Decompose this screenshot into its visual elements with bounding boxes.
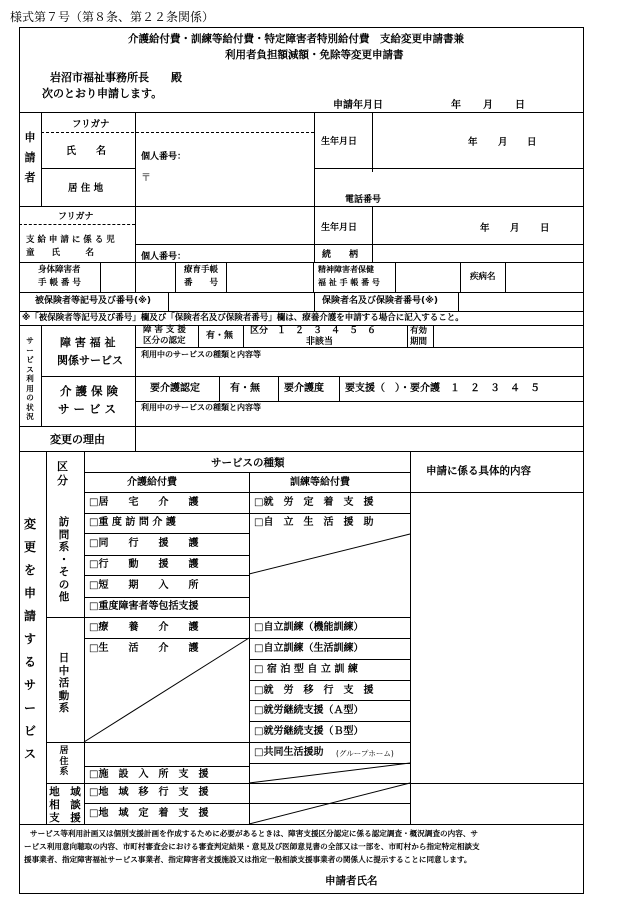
child-relation-label: 続 柄 [322,250,359,260]
change-reason-label: 変更の理由 [50,433,105,446]
child-birth-year: 年 [480,223,490,234]
title-line-1: 介護給付費・訓練等給付費・特定障害者特別給付費 支給変更申請書兼 [128,33,464,45]
child-label-line2: 童 氏 名 [26,248,95,258]
checkbox-community-settlement[interactable]: □地 域 定 着 支 援 [89,808,209,819]
child-personal-number-label: 個人番号： [141,252,187,262]
checkbox-employment-continuation-a[interactable]: □就労継続支援（Ａ型） [254,705,364,716]
child-label-line1: 支 給 申 請 に 係 る 児 [26,235,115,245]
checkbox-life-training[interactable]: □自立訓練（生活訓練） [254,643,364,654]
application-date-year: 年 [451,100,461,111]
checkbox-functional-training[interactable]: □自立訓練（機能訓練） [254,622,364,633]
service-kind-header: サービスの種類 [211,457,285,469]
welfare-service-line2: 関係サービス [57,354,123,367]
daytime-category-label: 日 中 活 動 系 [58,652,70,714]
physical-handbook-line2: 手 帳 番 号 [38,278,81,288]
checkbox-community-transition[interactable]: □地 域 移 行 支 援 [89,787,209,798]
checkbox-employment-retention[interactable]: □就 労 定 着 支 援 [254,497,374,508]
care-in-use-note: 利用中のサービスの種類と内容等 [141,403,261,412]
applicant-birth-day: 日 [527,137,537,148]
checkbox-employment-continuation-b[interactable]: □就労継続支援（Ｂ型） [254,726,364,737]
applicant-furigana-label: フリガナ [72,119,110,130]
valid-period-line2: 期間 [410,337,428,347]
checkbox-accompanying-support[interactable]: □同 行 援 護 [89,538,199,549]
group-home-note: (グループホーム) [336,749,394,758]
visiting-category-label: 訪 問 系 ・ そ の 他 [58,516,70,603]
care-insurance-line1: 介 護 保 険 [60,384,119,398]
disease-label: 疾病名 [470,272,496,282]
title-line-2: 利用者負担額減額・免除等変更申請書 [225,49,404,61]
applicant-address-label: 居 住 地 [68,183,104,194]
support-level-line1: 障 害 支 援 [143,325,186,335]
application-date-day: 日 [515,100,525,111]
checkbox-severe-visiting-care[interactable]: □重 度 訪 問 介 護 [89,517,176,528]
support-level-line2: 区分の認定 [143,336,186,346]
applicant-birth-label: 生年月日 [321,137,358,147]
applicant-name-label: 氏 名 [66,146,106,157]
residential-category-label: 居 住 系 [59,746,69,777]
checkbox-facility-admission[interactable]: □施 設 入 所 支 援 [89,769,209,780]
form-number: 様式第７号（第８条、第２２条関係） [10,10,215,24]
applicant-birth-year: 年 [468,137,478,148]
care-levels: 要支援（ ）・要介護 １ ２ ３ ４ ５ [345,383,540,394]
group-home-label: □共同生活援助 [254,747,324,758]
applicant-phone-label: 電話番号 [345,195,382,205]
ryoiku-handbook-line1: 療育手帳 [184,265,219,275]
change-service-side-label: 変 更 を 申 請 す る サ ー ビ ス [23,517,36,761]
applicant-postal-mark: 〒 [141,173,151,184]
ryoiku-handbook-line2: 番 号 [184,278,219,288]
care-certification-label: 要介護認定 [150,383,200,394]
checkbox-comprehensive-support[interactable]: □重度障害者等包括支援 [89,601,199,612]
care-benefit-header: 介護給付費 [127,477,177,488]
checkbox-home-care[interactable]: □居 宅 介 護 [89,497,199,508]
application-date-month: 月 [483,100,493,111]
application-date-label: 申請年月日 [333,100,383,111]
child-birth-day: 日 [540,223,550,234]
checkbox-short-stay[interactable]: □短 期 入 所 [89,580,199,591]
mental-handbook-line1: 精神障害者保健 [318,265,374,274]
welfare-in-use-note: 利用中のサービスの種類と内容等 [141,350,261,359]
mental-handbook-line2: 福 祉 手 帳 番 号 [318,278,380,287]
checkbox-independent-living-assist[interactable]: □自 立 生 活 援 助 [254,517,374,528]
applicant-personal-number-label: 個人番号： [141,152,187,162]
care-certification-yes-no: 有・無 [230,383,260,394]
support-category: 区分 １ ２ ３ ４ ５ ６ [250,326,377,336]
applicant-birth-month: 月 [498,137,508,148]
category-header: 区 分 [57,460,68,487]
insured-number-label: 被保険者等記号及び番号(※) [35,296,151,306]
care-degree-label: 要介護度 [284,383,324,394]
consent-line-1: サービス等利用計画又は個別支援計画を作成するために必要があるときは、障害支援区分認定に係る認定調査・概況調査の内容、サ [30,829,479,838]
training-benefit-header: 訓練等給付費 [290,477,350,488]
checkbox-life-care[interactable]: □生 活 介 護 [89,643,199,654]
checkbox-residential-training[interactable]: □ 宿 泊 型 自 立 訓 練 [254,664,358,675]
checkbox-behavior-support[interactable]: □行 動 援 護 [89,559,199,570]
addressee: 岩沼市福祉事務所長 殿 [50,71,182,84]
consent-line-2: ービス利用意向聴取の内容、市町村審査会における審査判定結果・意見及び医師意見書の全部又は一部を、市町村から指定特定相談支 [24,842,480,851]
child-birth-label: 生年月日 [321,223,358,233]
insurer-number-label: 保険者名及び保険者番号(※) [322,296,438,306]
intro-text: 次のとおり申請します。 [42,87,163,100]
signature-label: 申請者氏名 [325,875,378,887]
child-birth-month: 月 [510,223,520,234]
care-insurance-line2: サ ー ビ ス [58,402,117,416]
support-not-applicable: 非該当 [306,337,334,347]
welfare-service-line1: 障 害 福 祉 [60,336,116,349]
valid-period-line1: 有効 [410,326,428,336]
checkbox-employment-transition[interactable]: □就 労 移 行 支 援 [254,685,374,696]
support-level-yes-no: 有・無 [206,331,234,341]
community-category-label: 地 域 相 談 支 援 [49,786,81,824]
child-furigana-label: フリガナ [58,212,94,222]
consent-line-3: 援事業者、指定障害福祉サービス事業者、指定障害者支援施設又は指定一般相談支援事業者の関係人に提示することに同意します。 [24,855,472,864]
physical-handbook-line1: 身体障害者 [38,265,81,275]
applicant-side-label: 申 請 者 [24,131,36,184]
service-status-side-label: サ ー ビ ス 利 用 の 状 況 [26,336,34,421]
insurance-note: ※「被保険者等記号及び番号」欄及び「保険者名及び保険者番号」欄は、療養介護を申請する場合に記入すること。 [22,313,464,323]
detail-header: 申請に係る具体的内容 [426,465,531,477]
checkbox-medical-care[interactable]: □療 養 介 護 [89,622,199,633]
